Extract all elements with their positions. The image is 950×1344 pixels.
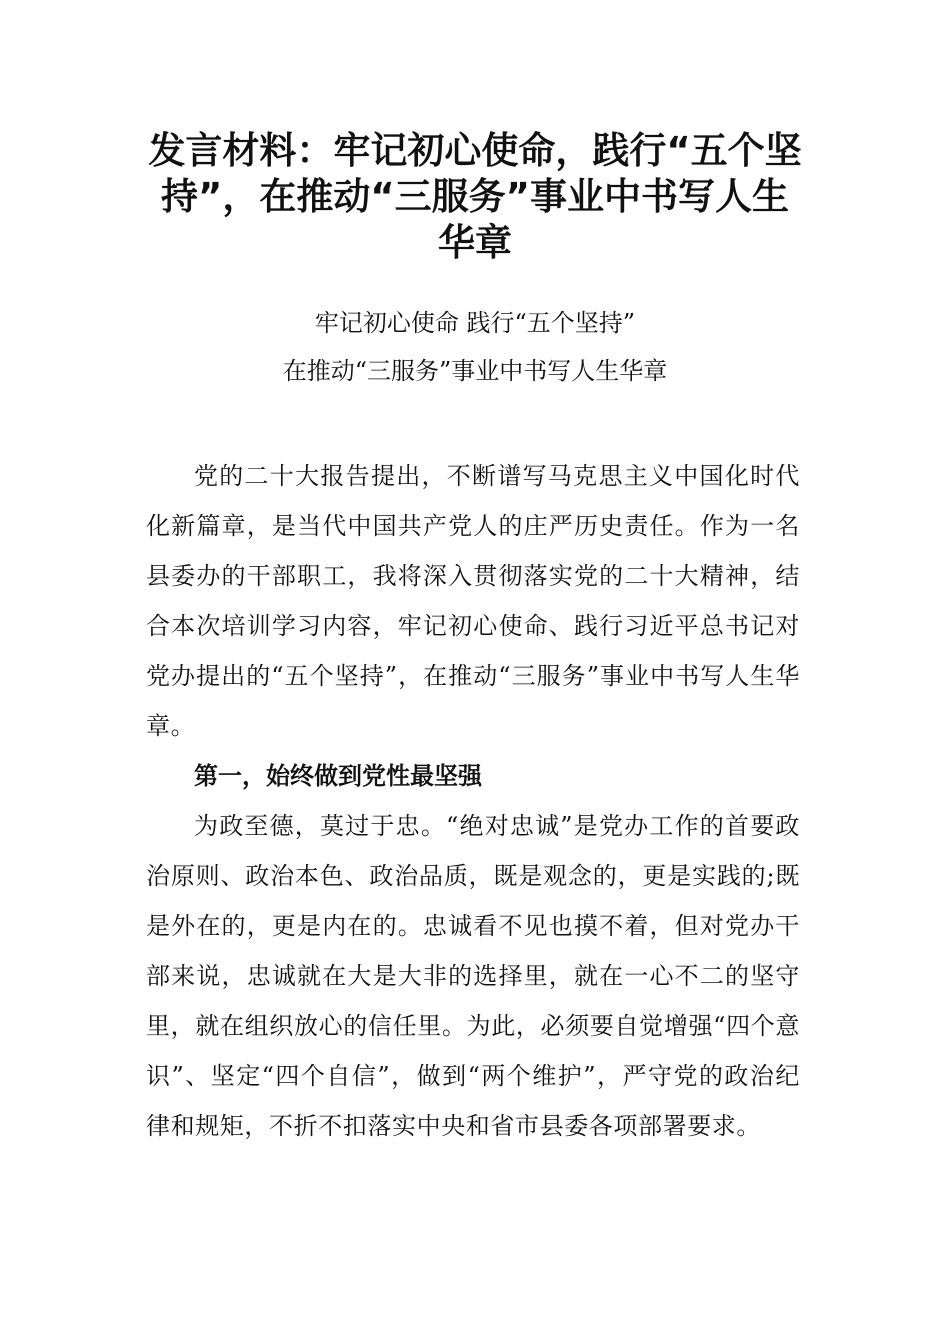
document-body <box>146 451 800 1151</box>
section-heading: 第一，始终做到党性最坚强 <box>194 762 482 790</box>
subtitle-line-1: 牢记初心使命 践行“五个坚持” <box>314 309 636 337</box>
subtitle-line-2: 在推动“三服务”事业中书写人生华章 <box>282 357 668 385</box>
section-paragraph: 为政至德，莫过于忠。“绝对忠诚”是党办工作的首要政治原则、政治本色、政治品质，既是观念的，更是实践的;既是外在的，更是内在的。忠诚看不见也摸不着，但对党办干部来说，忠诚就在大是大非的选择里，就在一心不二的坚守里，就在组织放心的信任里。为此，必须要自觉增强“四个意识”、坚定“四个自信”，做到“两个维护”，严守党的政治纪律和规矩，不折不扣落实中央和省市县委各项部署要求。 <box>146 812 800 1140</box>
document-title: 发言材料：牢记初心使命，践行“五个坚持”，在推动“三服务”事业中书写人生华章 <box>148 129 802 264</box>
intro-paragraph: 党的二十大报告提出，不断谱写马克思主义中国化时代化新篇章，是当代中国共产党人的庄严历史责任。作为一名县委办的干部职工，我将深入贯彻落实党的二十大精神，结合本次培训学习内容，牢记初心使命、践行习近平总书记对党办提出的“五个坚持”，在推动“三服务”事业中书写人生华章。 <box>146 462 800 740</box>
